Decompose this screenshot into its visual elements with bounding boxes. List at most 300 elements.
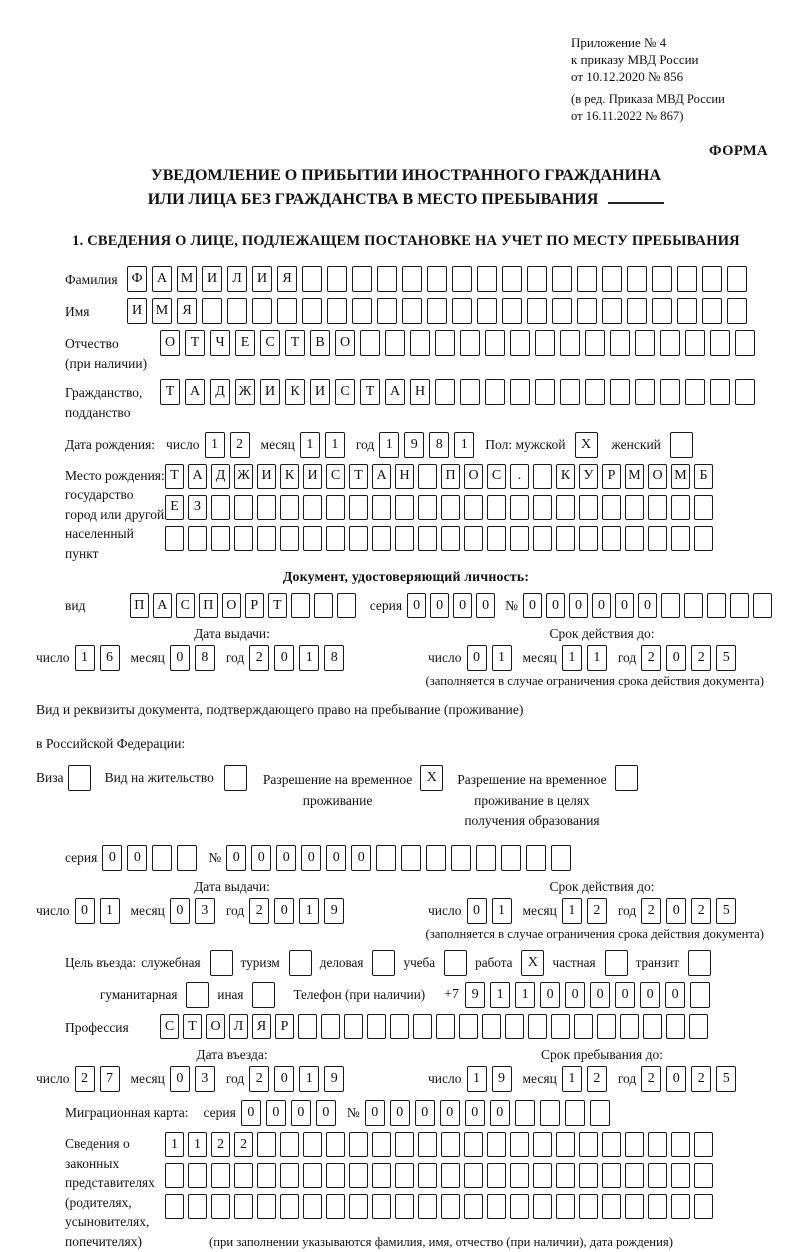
migration-number-boxes (365, 1100, 615, 1126)
char-box (535, 379, 555, 405)
field-citizenship (65, 379, 776, 422)
char-box (327, 298, 347, 324)
char-box (533, 1132, 552, 1157)
char-box (349, 495, 368, 520)
char-box: 2 (691, 898, 711, 924)
char-box (435, 379, 455, 405)
char-box (280, 526, 299, 551)
char-box (652, 298, 672, 324)
field-surname (65, 266, 776, 292)
char-box: М (177, 266, 197, 292)
char-box (505, 1014, 524, 1039)
char-box: Д (210, 379, 230, 405)
char-box (533, 526, 552, 551)
profession-boxes (160, 1014, 712, 1039)
char-box (625, 1132, 644, 1157)
char-box (579, 495, 598, 520)
char-box (602, 1132, 621, 1157)
char-box (280, 1132, 299, 1157)
char-box: У (579, 464, 598, 489)
char-box: Р (275, 1014, 294, 1039)
edu-permit-checkbox (615, 765, 638, 791)
residence-expiry-month-label: месяц (522, 903, 557, 919)
migration-card-label: Миграционная карта: (65, 1105, 189, 1121)
char-box (670, 432, 693, 458)
char-box (302, 266, 322, 292)
char-box (211, 1194, 230, 1219)
char-box (280, 1194, 299, 1219)
purpose-option-label: работа (475, 955, 513, 971)
residence-expiry-fields (428, 898, 776, 924)
char-box: А (153, 593, 172, 618)
char-box: С (160, 1014, 179, 1039)
char-box: 2 (641, 645, 661, 671)
char-box (585, 330, 605, 356)
char-box (579, 1194, 598, 1219)
char-box (464, 1194, 483, 1219)
char-box: 0 (467, 898, 487, 924)
stay-until-group (428, 1047, 776, 1092)
char-box (372, 950, 395, 976)
migration-number-label: № (346, 1105, 360, 1121)
char-box: 0 (590, 982, 610, 1008)
char-box: 0 (565, 982, 585, 1008)
char-box (451, 845, 471, 871)
char-box (648, 1194, 667, 1219)
residence-doc-intro2: в Российской Федерации: (36, 736, 186, 752)
char-box: Л (227, 266, 247, 292)
temp-permit-label (263, 765, 412, 811)
char-box (602, 495, 621, 520)
char-box (602, 1194, 621, 1219)
purpose-option (241, 950, 320, 976)
char-box (326, 1132, 345, 1157)
representatives-label-line5: усыновителях, (65, 1214, 150, 1230)
char-box (227, 298, 247, 324)
header-line: к приказу МВД России (571, 52, 699, 68)
char-box: 1 (562, 898, 582, 924)
birthplace-label (65, 464, 165, 564)
char-box (252, 982, 275, 1008)
until-month-boxes (562, 1066, 612, 1092)
char-box (211, 526, 230, 551)
char-box: М (671, 464, 690, 489)
char-box: Р (245, 593, 264, 618)
temp-permit-label-line1: Разрешение на временное (262, 772, 413, 788)
char-box (395, 1194, 414, 1219)
char-box (648, 495, 667, 520)
char-box: 0 (102, 845, 122, 871)
entry-month-boxes (170, 1066, 220, 1092)
char-box: О (335, 330, 355, 356)
char-box (352, 266, 372, 292)
migration-series-label: серия (203, 1105, 236, 1121)
char-box (441, 495, 460, 520)
char-box (753, 593, 772, 618)
char-box: 1 (515, 982, 535, 1008)
purpose-option-label: транзит (635, 955, 680, 971)
char-box (615, 765, 638, 791)
char-box: 0 (326, 845, 346, 871)
char-box: 0 (615, 982, 635, 1008)
char-box (666, 1014, 685, 1039)
char-box: Ж (235, 379, 255, 405)
char-box (526, 845, 546, 871)
char-box (579, 526, 598, 551)
residence-issue-group (36, 879, 428, 924)
char-box (321, 1014, 340, 1039)
char-box (510, 379, 530, 405)
edu-permit-label (457, 765, 606, 831)
identity-number-label: № (505, 597, 518, 613)
birthdate-day-boxes (205, 432, 255, 458)
form-title-line2-text: ИЛИ ЛИЦА БЕЗ ГРАЖДАНСТВА В МЕСТО ПРЕБЫВАНИЯ (147, 191, 599, 209)
char-box: П (130, 593, 149, 618)
char-box: Я (277, 266, 297, 292)
char-box (326, 495, 345, 520)
char-box (482, 1014, 501, 1039)
citizenship-label (65, 379, 160, 422)
char-box: Н (410, 379, 430, 405)
char-box (165, 526, 184, 551)
residence-permit-checkbox (224, 765, 247, 791)
residence-number-boxes (226, 845, 576, 871)
char-box: К (556, 464, 575, 489)
char-box (527, 266, 547, 292)
purpose-option-label: туризм (240, 955, 280, 971)
identity-issue-fields (36, 645, 428, 671)
sex-female-checkbox (670, 432, 693, 458)
char-box (349, 526, 368, 551)
char-box: С (260, 330, 280, 356)
purpose-option-label: служебная (141, 955, 201, 971)
residence-issue-month-boxes (170, 898, 220, 924)
phone-label: Телефон (при наличии) (293, 987, 426, 1003)
identity-issue-group (36, 626, 428, 671)
char-box: 8 (324, 645, 344, 671)
residence-expiry-group (428, 879, 776, 924)
residence-issue-month-label: месяц (130, 903, 165, 919)
char-box: С (335, 379, 355, 405)
char-box: Б (694, 464, 713, 489)
birthplace-box-rows (165, 464, 717, 551)
char-box: X (420, 765, 443, 791)
residence-expiry-heading: Срок действия до: (549, 879, 655, 895)
identity-issue-heading: Дата выдачи: (194, 626, 270, 642)
visa-label: Виза (36, 770, 64, 786)
char-box: 1 (562, 645, 582, 671)
char-box (577, 266, 597, 292)
char-box: Т (285, 330, 305, 356)
field-migration-card (65, 1100, 776, 1126)
char-box (510, 330, 530, 356)
char-box (515, 1100, 535, 1126)
citizenship-label-line2: подданство (65, 404, 131, 420)
char-box: 2 (249, 645, 269, 671)
profession-label: Профессия (65, 1020, 129, 1036)
char-box (565, 1100, 585, 1126)
char-box (234, 495, 253, 520)
char-box (487, 1194, 506, 1219)
char-box (487, 495, 506, 520)
entry-date-group (36, 1047, 428, 1092)
char-box (427, 266, 447, 292)
char-box (211, 1163, 230, 1188)
char-box (625, 526, 644, 551)
char-box (326, 1194, 345, 1219)
char-box: 0 (170, 1066, 190, 1092)
char-box (602, 266, 622, 292)
char-box (510, 1163, 529, 1188)
residence-permit-label: Вид на жительство (104, 770, 214, 786)
birthdate-month-label: месяц (260, 436, 295, 452)
purpose-study-checkbox (444, 950, 467, 976)
header-line: (в ред. Приказа МВД России (571, 92, 725, 107)
header-line: от 16.11.2022 № 867) (571, 109, 684, 124)
char-box (326, 1163, 345, 1188)
purpose-other-checkbox (252, 982, 275, 1008)
char-box (727, 298, 747, 324)
char-box: 2 (211, 1132, 230, 1157)
birthplace-label-line3: город или другой (65, 506, 165, 522)
char-box (671, 1163, 690, 1188)
char-box: О (464, 464, 483, 489)
char-box: Т (268, 593, 287, 618)
char-box (510, 526, 529, 551)
residence-expiry-note: (заполняется в случае ограничения срока действия документа) (425, 927, 764, 942)
char-box (690, 982, 710, 1008)
char-box (702, 266, 722, 292)
char-box (152, 845, 172, 871)
char-box: 0 (316, 1100, 336, 1126)
char-box: 0 (665, 982, 685, 1008)
char-box: И (310, 379, 330, 405)
char-box (487, 1132, 506, 1157)
char-box (402, 298, 422, 324)
citizenship-label-line1: Гражданство, (65, 385, 143, 401)
birthdate-year-boxes (379, 432, 479, 458)
char-box (202, 298, 222, 324)
surname-boxes (127, 266, 752, 292)
char-box (677, 266, 697, 292)
char-box: Н (395, 464, 414, 489)
birthplace-row3 (165, 526, 717, 551)
char-box: 1 (299, 645, 319, 671)
char-box (464, 1132, 483, 1157)
residence-expiry-year-label: год (617, 903, 637, 919)
char-box (459, 1014, 478, 1039)
expiry-month-boxes (562, 645, 612, 671)
purpose-option (475, 950, 552, 976)
char-box (372, 1194, 391, 1219)
char-box: 7 (100, 1066, 120, 1092)
char-box (685, 379, 705, 405)
char-box (707, 593, 726, 618)
char-box (390, 1014, 409, 1039)
char-box: 5 (716, 645, 736, 671)
char-box (257, 526, 276, 551)
residence-series-row (65, 845, 776, 871)
char-box (177, 845, 197, 871)
purpose-extra-row (100, 982, 776, 1008)
purpose-option (552, 950, 635, 976)
residence-issue-fields (36, 898, 428, 924)
char-box (510, 495, 529, 520)
char-box: О (206, 1014, 225, 1039)
char-box: М (625, 464, 644, 489)
residence-series-boxes (102, 845, 202, 871)
char-box (635, 379, 655, 405)
document-header (571, 34, 776, 125)
char-box (211, 495, 230, 520)
char-box: 9 (324, 1066, 344, 1092)
edu-permit-label-line3: получения образования (464, 812, 600, 828)
char-box (418, 495, 437, 520)
char-box (188, 1194, 207, 1219)
expiry-month-label: месяц (522, 650, 557, 666)
char-box (395, 526, 414, 551)
char-box: И (257, 464, 276, 489)
char-box: 1 (188, 1132, 207, 1157)
char-box: 0 (640, 982, 660, 1008)
char-box (280, 495, 299, 520)
char-box: 0 (274, 1066, 294, 1092)
char-box: 5 (716, 898, 736, 924)
char-box (372, 526, 391, 551)
field-representatives (65, 1132, 776, 1251)
residence-dates-row (36, 879, 776, 924)
char-box (418, 1132, 437, 1157)
identity-kind-label: вид (65, 597, 86, 613)
char-box (579, 1163, 598, 1188)
char-box (395, 1132, 414, 1157)
char-box (360, 330, 380, 356)
char-box (464, 1163, 483, 1188)
char-box: 0 (415, 1100, 435, 1126)
char-box: Т (360, 379, 380, 405)
until-year-label: год (617, 1071, 637, 1087)
issue-year-boxes (249, 645, 349, 671)
char-box: 1 (100, 898, 120, 924)
char-box (452, 266, 472, 292)
char-box (395, 1163, 414, 1188)
char-box (410, 330, 430, 356)
residence-issue-year-boxes (249, 898, 349, 924)
char-box: 0 (251, 845, 271, 871)
char-box (689, 1014, 708, 1039)
char-box (660, 379, 680, 405)
char-box (326, 526, 345, 551)
expiry-day-boxes (467, 645, 517, 671)
char-box: Т (185, 330, 205, 356)
char-box: Д (211, 464, 230, 489)
char-box (210, 950, 233, 976)
issue-day-label: число (36, 650, 70, 666)
char-box (441, 1163, 460, 1188)
char-box: 0 (490, 1100, 510, 1126)
purpose-transit-checkbox (688, 950, 711, 976)
char-box (464, 526, 483, 551)
identity-number-boxes (523, 593, 776, 618)
char-box (684, 593, 703, 618)
char-box: Т (349, 464, 368, 489)
title-underline (608, 202, 664, 204)
char-box (648, 1163, 667, 1188)
char-box (540, 1100, 560, 1126)
char-box (560, 379, 580, 405)
residence-issue-year-label: год (225, 903, 245, 919)
until-year-boxes (641, 1066, 741, 1092)
char-box: 1 (562, 1066, 582, 1092)
char-box: 1 (587, 645, 607, 671)
representatives-label-line6: попечителях) (65, 1233, 142, 1249)
form-title-line1: УВЕДОМЛЕНИЕ О ПРИБЫТИИ ИНОСТРАННОГО ГРАЖДАНИНА (150, 166, 662, 184)
char-box (527, 298, 547, 324)
char-box: А (152, 266, 172, 292)
char-box (395, 495, 414, 520)
char-box (188, 1163, 207, 1188)
purpose-tourism-checkbox (289, 950, 312, 976)
char-box (376, 845, 396, 871)
char-box (579, 1132, 598, 1157)
patronymic-label (65, 330, 160, 373)
char-box (372, 495, 391, 520)
char-box (602, 1163, 621, 1188)
char-box (625, 1163, 644, 1188)
phone-prefix: +7 (444, 987, 460, 1003)
char-box (510, 1194, 529, 1219)
char-box: З (188, 495, 207, 520)
char-box (165, 1194, 184, 1219)
char-box (303, 1132, 322, 1157)
char-box: Я (252, 1014, 271, 1039)
char-box: Р (602, 464, 621, 489)
char-box: 0 (390, 1100, 410, 1126)
patronymic-label-line2: (при наличии) (65, 355, 148, 371)
char-box (418, 526, 437, 551)
char-box: Т (160, 379, 180, 405)
residence-permit-options (36, 765, 776, 831)
visa-checkbox (68, 765, 91, 791)
char-box: 0 (569, 593, 588, 618)
char-box: 1 (325, 432, 345, 458)
char-box (441, 526, 460, 551)
char-box: А (188, 464, 207, 489)
forma-label: ФОРМА (708, 142, 768, 159)
issue-day-boxes (75, 645, 125, 671)
field-purpose (65, 950, 776, 976)
field-birthplace (65, 464, 776, 564)
char-box (464, 495, 483, 520)
representatives-label-line2: законных (65, 1155, 120, 1171)
char-box: О (648, 464, 667, 489)
representatives-label (65, 1132, 165, 1251)
residence-doc-intro1: Вид и реквизиты документа, подтверждающего право на пребывание (проживание) (36, 702, 524, 718)
residence-expiry-day-label: число (428, 903, 462, 919)
birthplace-label-line1: Место рождения: (65, 467, 165, 483)
char-box (735, 379, 755, 405)
char-box: 2 (641, 898, 661, 924)
char-box (533, 495, 552, 520)
char-box: 0 (170, 898, 190, 924)
char-box: Т (183, 1014, 202, 1039)
temp-permit-checkbox (420, 765, 443, 791)
char-box (533, 1194, 552, 1219)
char-box (487, 1163, 506, 1188)
char-box (367, 1014, 386, 1039)
char-box (165, 1163, 184, 1188)
char-box (694, 1194, 713, 1219)
